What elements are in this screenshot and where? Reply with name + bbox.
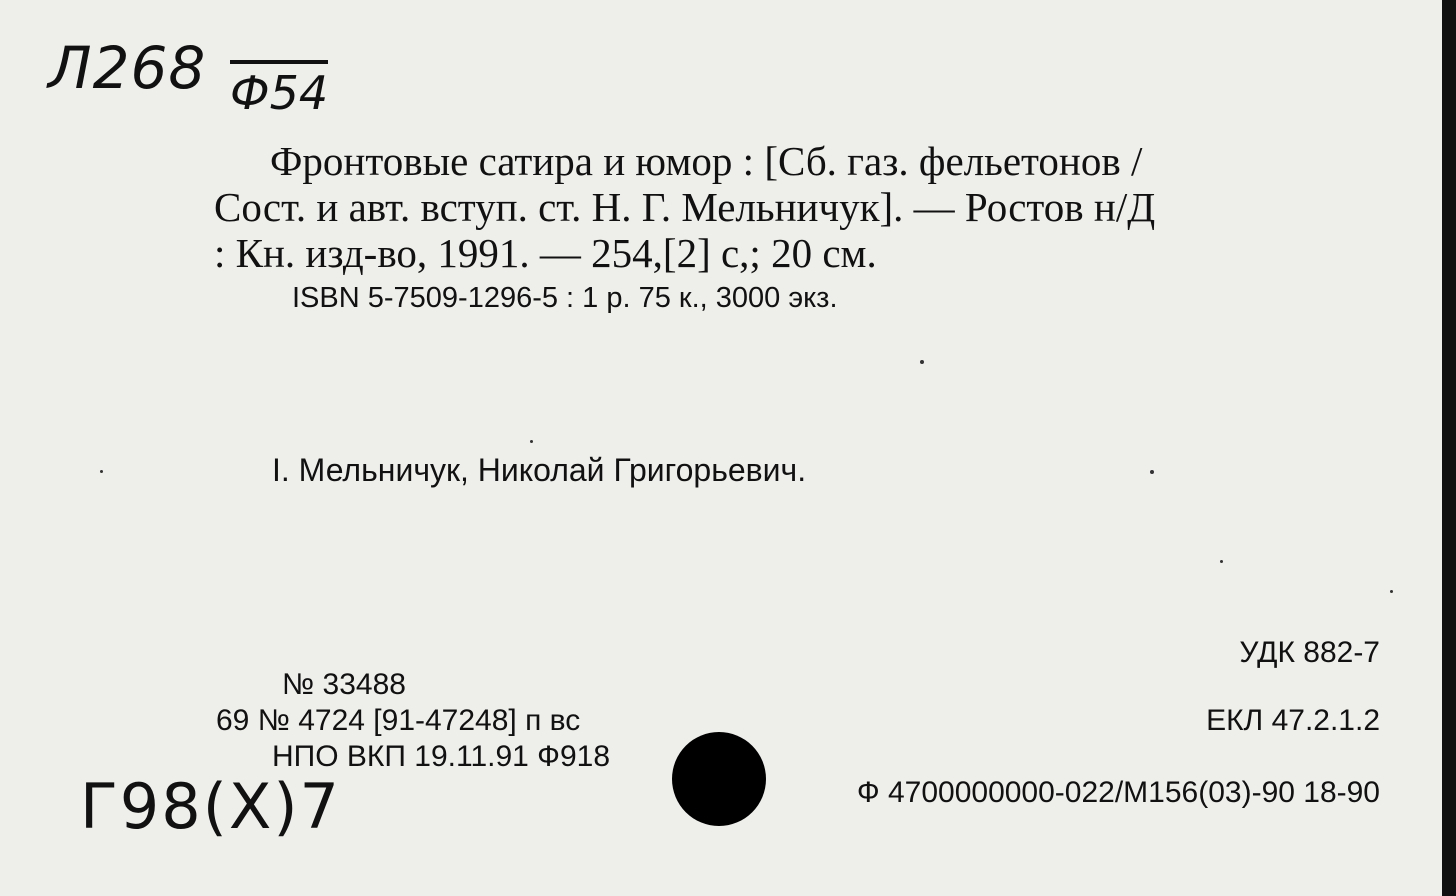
udk-code: УДК 882-7 (1239, 636, 1380, 669)
description-line-1: Фронтовые сатира и юмор : [Сб. газ. фельетонов / (270, 138, 1143, 184)
printer-line: НПО ВКП 19.11.91 Ф918 (272, 740, 611, 773)
handwritten-bottom-mark: Г98(Х)7 (80, 770, 342, 843)
handwritten-sub-number-text: Ф54 (230, 60, 328, 120)
card-edge (1442, 0, 1456, 896)
author-tracing: I. Мельничук, Николай Григорьевич. (272, 452, 807, 488)
record-number: № 33488 (282, 668, 406, 701)
dust-speck (1220, 560, 1223, 563)
description-line-2: Сост. и авт. вступ. ст. Н. Г. Мельничук]. — Ростов н/Д (214, 184, 1156, 230)
print-order-line: 69 № 4724 [91-47248] п вс (216, 704, 581, 737)
handwritten-sub-number (230, 66, 328, 120)
punched-hole (672, 732, 766, 826)
isbn-line: ISBN 5-7509-1296-5 : 1 р. 75 к., 3000 экз. (292, 282, 838, 314)
ekl-code: ЕКЛ 47.2.1.2 (1206, 704, 1380, 737)
f-code: Ф 4700000000-022/М156(03)-90 18-90 (856, 776, 1380, 809)
dust-speck (100, 470, 103, 473)
dust-speck (1390, 590, 1393, 593)
dust-speck (1150, 470, 1154, 474)
description-line-3: : Кн. изд-во, 1991. — 254,[2] с,; 20 см. (214, 230, 877, 276)
bibliographic-description (214, 138, 1382, 276)
dust-speck (530, 440, 533, 443)
handwritten-call-number: Л268 (48, 34, 207, 102)
dust-speck (920, 360, 924, 364)
